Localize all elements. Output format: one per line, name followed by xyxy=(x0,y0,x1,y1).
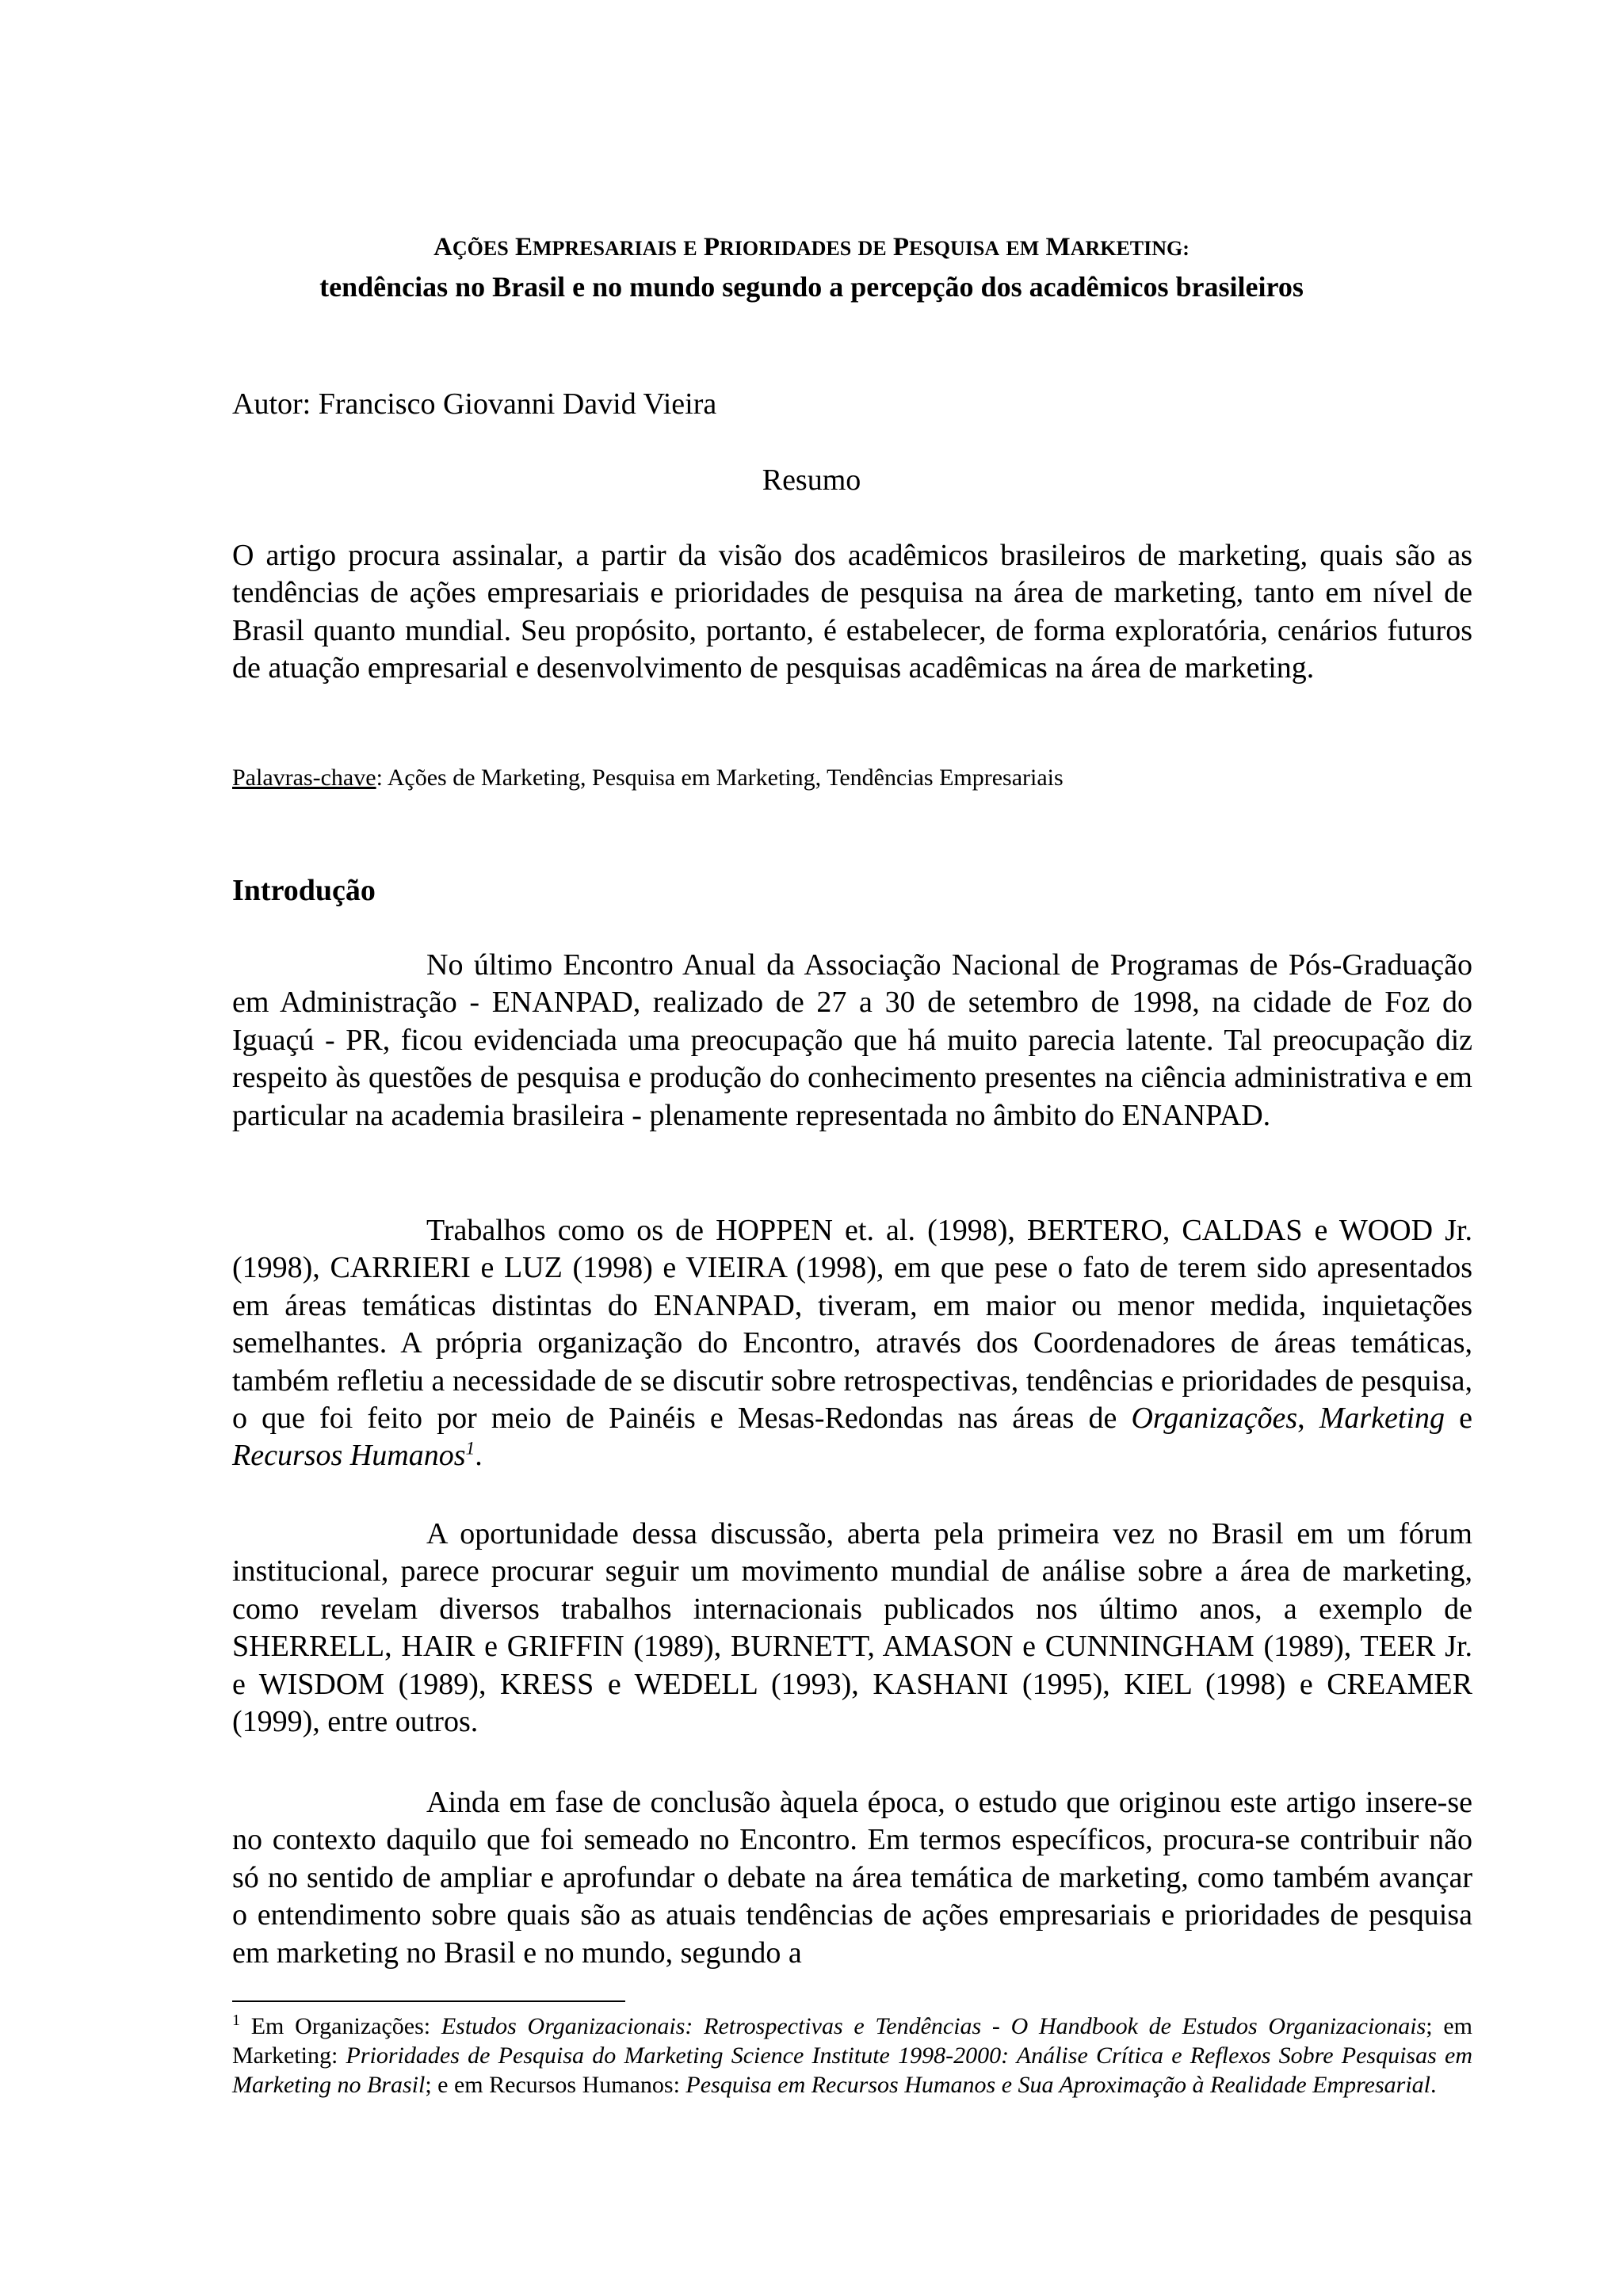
title-word: ESQUISA xyxy=(908,237,1000,260)
footnote-reference-title: Pesquisa em Recursos Humanos e Sua Aproximação à Realidade Empresarial xyxy=(685,2071,1431,2098)
paragraph: A oportunidade dessa discussão, aberta pela primeira vez no Brasil em um fórum institucional, parece procurar seguir um movimento mundial de análise sobre a área de marketing, como revelam diversos trabalhos internacionais publicados nos último anos, a exemplo de SHERRELL, HAIR e GRIFFIN (1989), BURNETT, AMASON e CUNNINGHAM (1989), TEER Jr. e WISDOM (1989), KRESS e WEDELL (1993), KASHANI (1995), KIEL (1998) e CREAMER (1999), entre outros. xyxy=(232,1517,1472,1739)
abstract-text: O artigo procura assinalar, a partir da visão dos acadêmicos brasileiros de marketing, quais são as tendências de ações empresariais e prioridades de pesquisa na área de marketing, tanto em nível de Brasil quanto mundial. Seu propósito, portanto, é estabelecer, de forma exploratória, cenários futuros de atuação empresarial e desenvolvimento de pesquisas acadêmicas na área de marketing. xyxy=(232,539,1472,685)
footnote-reference-title: Estudos Organizacionais: Retrospectivas e Tendências - O Handbook de Estudos Organizacionais xyxy=(441,2013,1426,2039)
keywords-text: : Ações de Marketing, Pesquisa em Marketing, Tendências Empresariais xyxy=(376,765,1064,791)
title-word: P xyxy=(892,233,909,261)
footnote-text: Em Organizações: xyxy=(240,2013,441,2039)
title-word: P xyxy=(703,233,720,261)
title-main xyxy=(0,230,1623,266)
paper-title xyxy=(0,230,1623,307)
abstract-heading: Resumo xyxy=(762,463,861,497)
title-subtitle: tendências no Brasil e no mundo segundo a percepção dos acadêmicos brasileiros xyxy=(319,271,1304,303)
title-word: M xyxy=(1045,233,1071,261)
keywords-line xyxy=(232,762,1064,794)
emphasis: Marketing xyxy=(1319,1402,1445,1436)
title-word: E xyxy=(514,233,533,261)
keywords-label: Palavras-chave xyxy=(232,765,376,791)
footnote-number: 1 xyxy=(232,2012,240,2029)
paragraph-text: , xyxy=(1297,1402,1319,1436)
title-word: RIORIDADES xyxy=(720,237,852,260)
footnote-separator xyxy=(232,2000,625,2002)
paragraph-text: e xyxy=(1445,1402,1473,1436)
footnote-text: . xyxy=(1430,2071,1437,2098)
footnote-text: ; em Marketing: xyxy=(232,2013,1472,2069)
footnote-reference[interactable]: 1 xyxy=(465,1438,475,1459)
section-heading-introduction: Introdução xyxy=(232,874,376,907)
footnote-text: ; e em Recursos Humanos: xyxy=(425,2071,686,2098)
footnote-reference-title: Prioridades de Pesquisa do Marketing Science Institute 1998-2000: Análise Crítica e Reflexos Sobre Pesquisas em Marketing no Brasil xyxy=(232,2042,1472,2098)
title-word: A xyxy=(433,233,453,261)
emphasis: Recursos Humanos xyxy=(232,1439,466,1473)
paragraph: Ainda em fase de conclusão àquela época, o estudo que originou este artigo insere-se no contexto daquilo que foi semeado no Encontro. Em termos específicos, procura-se contribuir não só no sentido de ampliar e aprofundar o debate na área temática de marketing, como também avançar o entendimento sobre quais são as atuais tendências de ações empresariais e prioridades de pesquisa em marketing no Brasil e no mundo, segundo a xyxy=(232,1786,1472,1970)
title-word: ARKETING: xyxy=(1070,237,1190,260)
paragraph: No último Encontro Anual da Associação Nacional de Programas de Pós-Graduação em Administração - ENANPAD, realizado de 27 a 30 de setembro de 1998, na cidade de Foz do Iguaçú - PR, ficou evidenciada uma preocupação que há muito parecia latente. Tal preocupação diz respeito às questões de pesquisa e produção do conhecimento presentes na ciência administrativa e em particular na academia brasileira - plenamente representada no âmbito do ENANPAD. xyxy=(232,948,1472,1132)
title-word: E xyxy=(683,237,697,260)
footnote xyxy=(232,2012,1472,2100)
title-word: DE xyxy=(857,237,887,260)
author-line: Autor: Francisco Giovanni David Vieira xyxy=(232,387,717,421)
emphasis: Organizações xyxy=(1131,1402,1298,1436)
paragraph-text: Trabalhos como os de HOPPEN et. al. (1998), BERTERO, CALDAS e WOOD Jr. (1998), CARRIERI e LUZ (1998) e VIEIRA (1998), em que pese o fato de terem sido apresentados em áreas temáticas distintas do ENANPAD, tiveram, em maior ou menor medida, inquietações semelhantes. A própria organização do Encontro, através dos Coordenadores de áreas temáticas, também refletiu a necessidade de se discutir sobre retrospectivas, tendências e prioridades de pesquisa, o que foi feito por meio de Painéis e Mesas-Redondas nas áreas de xyxy=(232,1214,1472,1436)
title-word: EM xyxy=(1006,237,1040,260)
title-word: ÇÕES xyxy=(452,237,509,260)
paragraph xyxy=(232,1212,1472,1475)
paragraph-text: . xyxy=(475,1439,483,1473)
title-word: MPRESARIAIS xyxy=(532,237,678,260)
